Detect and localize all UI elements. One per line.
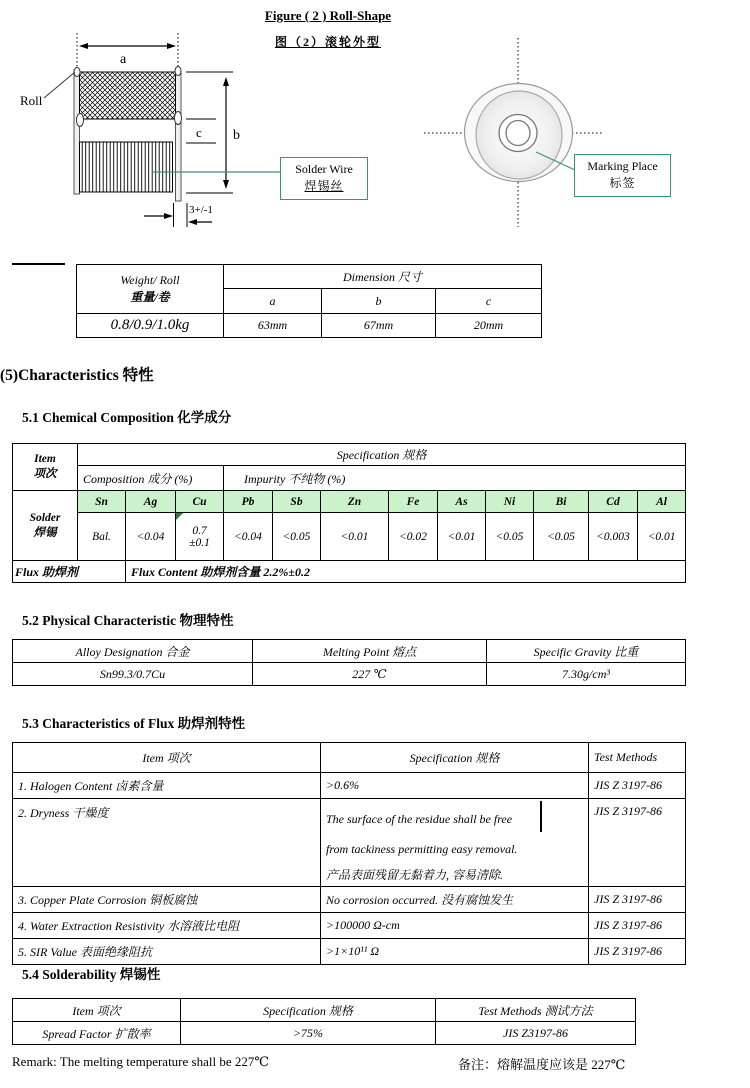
- solder-wire-label-en: Solder Wire: [295, 162, 353, 176]
- specification-header: Specification 规格: [78, 444, 686, 466]
- figure-title-zh: 图（2）滚轮外型: [274, 35, 381, 49]
- page-edge-line: [12, 263, 65, 265]
- value-sn: Bal.: [78, 513, 126, 561]
- dim-a-value: 63mm: [224, 314, 322, 338]
- solder-wire-callout: [280, 157, 368, 200]
- value-cu: 0.7 ±0.1: [176, 513, 224, 561]
- spread-factor-spec: >75%: [181, 1022, 436, 1045]
- flux-item-header: Item 项次: [13, 743, 321, 773]
- flux-row-spec: No corrosion occurred. 没有腐蚀发生: [321, 887, 589, 913]
- element-header: Sn: [78, 491, 126, 513]
- item-header: Item 项次: [13, 444, 78, 491]
- element-header: As: [438, 491, 486, 513]
- flux-spec-header: Specification 规格: [321, 743, 589, 773]
- spread-factor-item: Spread Factor 扩散率: [13, 1022, 181, 1045]
- section-5-heading: (5)Characteristics 特性: [0, 367, 154, 384]
- value-sb: <0.05: [273, 513, 321, 561]
- specific-gravity-header: Specific Gravity 比重: [487, 640, 686, 663]
- flux-row-method: JIS Z 3197-86: [589, 939, 686, 965]
- solderability-spec-header: Specification 规格: [181, 999, 436, 1022]
- flux-row-method: JIS Z 3197-86: [589, 913, 686, 939]
- element-header: Al: [638, 491, 686, 513]
- section-5-4-heading: 5.4 Solderability 焊锡性: [22, 967, 161, 982]
- section-5-2-heading: 5.2 Physical Characteristic 物理特性: [22, 613, 234, 628]
- element-header: Sb: [273, 491, 321, 513]
- flux-method-header: Test Methods: [589, 743, 686, 773]
- dim-a-guides: [77, 33, 178, 72]
- physical-characteristic-table: [12, 639, 686, 686]
- flux-row-spec: The surface of the residue shall be free from tackiness permitting easy removal. 产品表面残留无黏着力, 容易清除.: [321, 799, 589, 887]
- flux-row-header: Flux 助焊剂: [13, 561, 126, 583]
- solderability-table: [12, 998, 636, 1045]
- flux-row-method: JIS Z 3197-86: [589, 799, 686, 887]
- value-pb: <0.04: [224, 513, 273, 561]
- impurity-header: Impurity 不纯物 (%): [224, 466, 686, 491]
- figure-title-en: Figure ( 2 ) Roll-Shape: [264, 8, 392, 23]
- chemical-composition-table: [12, 443, 686, 583]
- element-header: Pb: [224, 491, 273, 513]
- flux-content: Flux Content 助焊剂含量 2.2%±0.2: [126, 561, 686, 583]
- solder-row-header: Solder 焊锡: [13, 491, 78, 561]
- alloy-designation-value: Sn99.3/0.7Cu: [13, 663, 253, 686]
- col-b-header: b: [322, 289, 436, 314]
- flux-row-spec: >0.6%: [321, 773, 589, 799]
- flux-row-method: JIS Z 3197-86: [589, 773, 686, 799]
- col-c-header: c: [436, 289, 542, 314]
- dim-b-value: 67mm: [322, 314, 436, 338]
- weight-dimension-table: [76, 264, 542, 338]
- element-header: Bi: [534, 491, 589, 513]
- value-cd: <0.003: [589, 513, 638, 561]
- element-header: Cd: [589, 491, 638, 513]
- composition-header: Composition 成分 (%): [78, 466, 224, 491]
- marking-place-callout: [574, 154, 671, 197]
- remark-zh: 备注：熔解温度应该是 227℃: [458, 1057, 626, 1072]
- section-5-1-heading: 5.1 Chemical Composition 化学成分: [22, 410, 232, 425]
- weight-roll-header: Weight/ Roll 重量/卷: [77, 265, 224, 314]
- gap-label: 3+/-1: [189, 204, 213, 216]
- solderability-item-header: Item 项次: [13, 999, 181, 1022]
- flux-row-item: 4. Water Extraction Resistivity 水溶液比电阻: [13, 913, 321, 939]
- marking-place-label-en: Marking Place: [587, 159, 658, 173]
- spread-factor-method: JIS Z3197-86: [436, 1022, 636, 1045]
- solderability-method-header: Test Methods 测试方法: [436, 999, 636, 1022]
- roll-hatch-top: [80, 72, 176, 119]
- dim-b-label: b: [233, 128, 240, 143]
- dim-c-label: c: [196, 125, 202, 140]
- value-ag: <0.04: [126, 513, 176, 561]
- marking-place-label-zh: 标签: [609, 176, 636, 191]
- melting-point-header: Melting Point 熔点: [253, 640, 487, 663]
- dim-a-label: a: [120, 52, 127, 67]
- cell-artifact-line: [540, 801, 542, 832]
- value-bi: <0.05: [534, 513, 589, 561]
- roll-label: Roll: [20, 93, 43, 108]
- roll-shape-diagram: [0, 0, 750, 255]
- value-ni: <0.05: [486, 513, 534, 561]
- solder-wire-hatch: [80, 142, 173, 192]
- flux-row-spec: >100000 Ω-cm: [321, 913, 589, 939]
- dimension-header: Dimension 尺寸: [224, 265, 542, 289]
- element-header: Fe: [389, 491, 438, 513]
- dim-c-value: 20mm: [436, 314, 542, 338]
- weight-value: 0.8/0.9/1.0kg: [77, 314, 224, 338]
- element-header: Cu: [176, 491, 224, 513]
- flux-row-item: 5. SIR Value 表面绝缘阻抗: [13, 939, 321, 965]
- value-al: <0.01: [638, 513, 686, 561]
- element-header: Ag: [126, 491, 176, 513]
- alloy-designation-header: Alloy Designation 合金: [13, 640, 253, 663]
- specific-gravity-value: 7.30g/cm³: [487, 663, 686, 686]
- remark-en: Remark: The melting temperature shall be 227℃: [12, 1054, 269, 1069]
- flux-row-item: 2. Dryness 干燥度: [13, 799, 321, 887]
- value-zn: <0.01: [321, 513, 389, 561]
- value-fe: <0.02: [389, 513, 438, 561]
- flux-row-spec: >1×10¹¹ Ω: [321, 939, 589, 965]
- melting-point-value: 227 ℃: [253, 663, 487, 686]
- flux-characteristics-table: [12, 742, 686, 965]
- element-header: Zn: [321, 491, 389, 513]
- value-as: <0.01: [438, 513, 486, 561]
- solder-wire-label-zh: 焊锡丝: [304, 179, 344, 194]
- col-a-header: a: [224, 289, 322, 314]
- element-header: Ni: [486, 491, 534, 513]
- flux-row-item: 3. Copper Plate Corrosion 铜板腐蚀: [13, 887, 321, 913]
- flux-row-item: 1. Halogen Content 卤素含量: [13, 773, 321, 799]
- section-5-3-heading: 5.3 Characteristics of Flux 助焊剂特性: [22, 716, 246, 731]
- flux-row-method: JIS Z 3197-86: [589, 887, 686, 913]
